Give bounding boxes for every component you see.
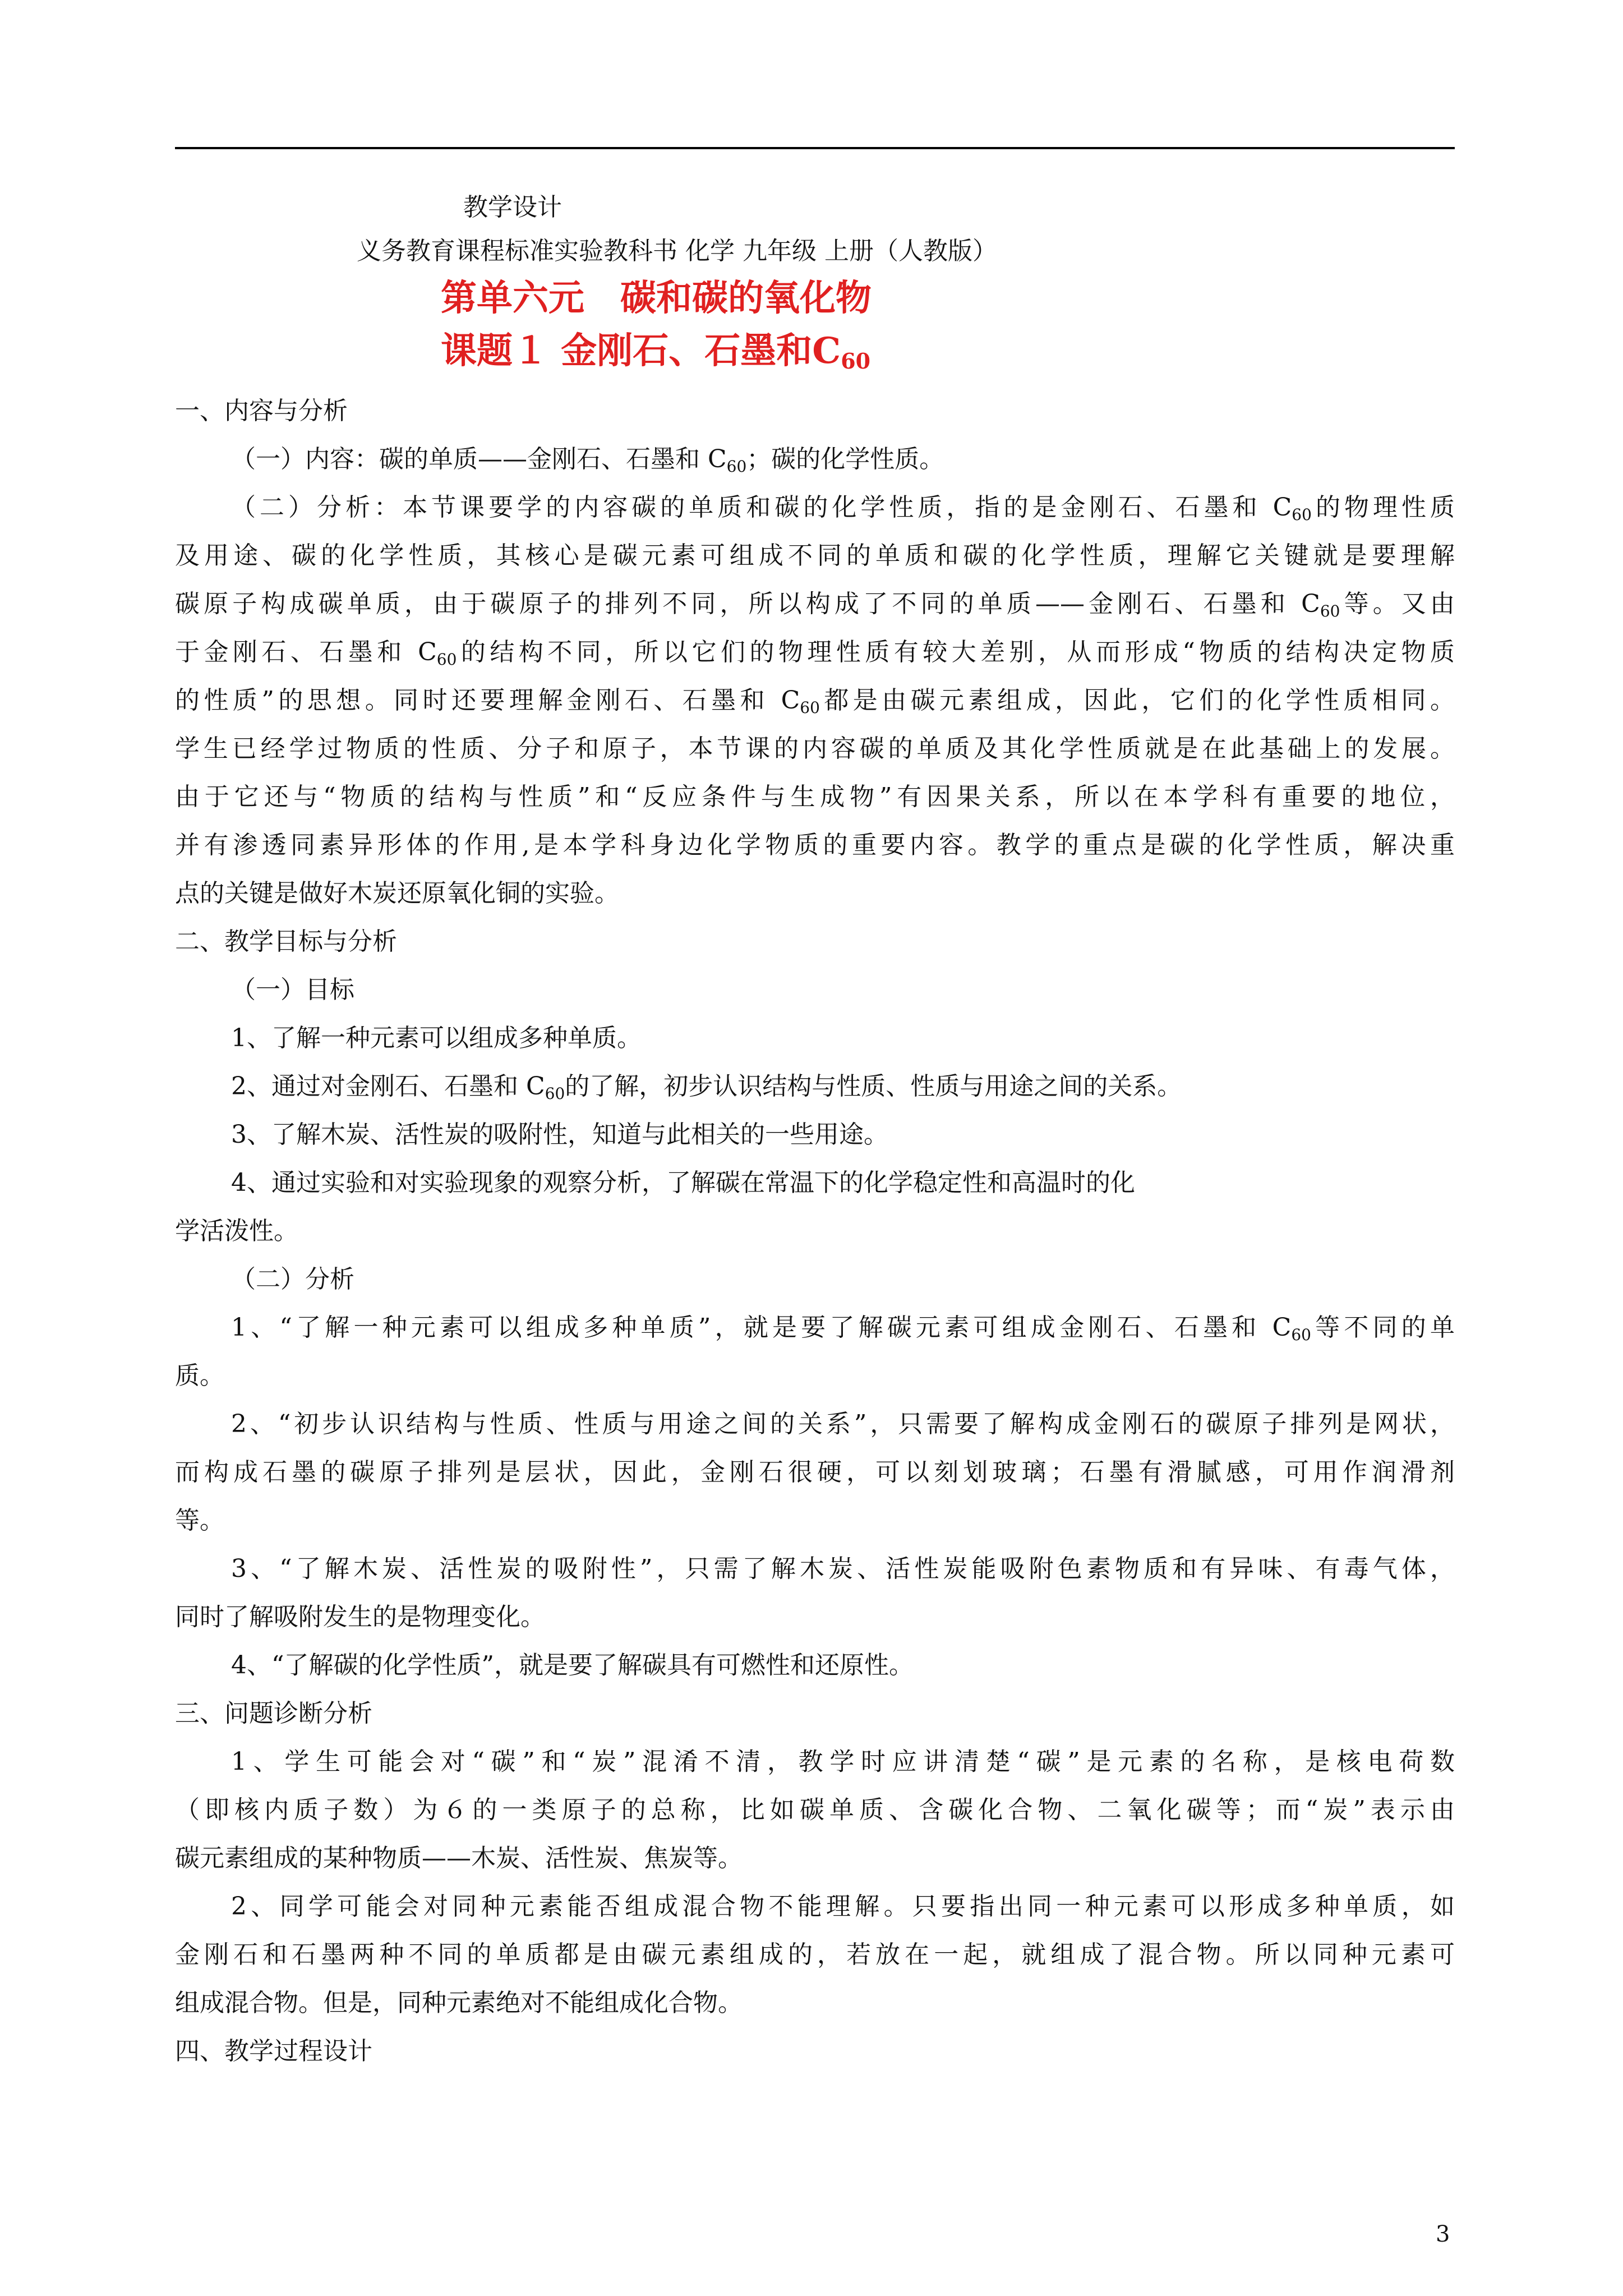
subsection-heading: （一）目标 (231, 976, 354, 1004)
paragraph-line: 的性质”的思想。同时还要理解金刚石、石墨和 $C_{60}$都是由碳元素组成，因此，它们的化学性质相同。 (175, 686, 1455, 717)
subsection-heading: （二）分析 (231, 1265, 354, 1294)
unit-title: 第单六元 碳和碳的氧化物 (441, 277, 872, 319)
paragraph-line: （即核内质子数）为６的一类原子的总称，比如碳单质、含碳化合物、二氧化碳等；而“炭”表示由 (175, 1796, 1455, 1824)
paragraph-line: 并有渗透同素异形体的作用,是本学科身边化学物质的重要内容。教学的重点是碳的化学性质，解决重 (175, 831, 1455, 859)
paragraph-line: 质。 (175, 1361, 224, 1390)
diagnosis-item: 2、同学可能会对同种元素能否组成混合物不能理解。只要指出同一种元素可以形成多种单质，如 (231, 1892, 1455, 1921)
section-heading: 四、教学过程设计 (175, 2037, 372, 2065)
goal-item: 4、通过实验和对实验现象的观察分析，了解碳在常温下的化学稳定性和高温时的化 (231, 1168, 1135, 1197)
analysis-item: 2、“初步认识结构与性质、性质与用途之间的关系”，只需要了解构成金刚石的碳原子排列是网状， (231, 1410, 1455, 1438)
paragraph-line: 由于它还与“物质的结构与性质”和“反应条件与生成物”有因果关系，所以在本学科有重要的地位， (175, 783, 1455, 811)
paragraph-line: 于金刚石、石墨和 $C_{60}$的结构不同，所以它们的物理性质有较大差别，从而形成“物质的结构决定物质 (175, 638, 1455, 669)
paragraph-line: （二）分析：本节课要学的内容碳的单质和碳的化学性质，指的是金刚石、石墨和 $C_{60}$的物理性质 (231, 493, 1455, 524)
paragraph-line: 碳元素组成的某种物质——木炭、活性炭、焦炭等。 (175, 1844, 743, 1872)
document-body (175, 387, 1455, 2076)
section-heading: 三、问题诊断分析 (175, 1699, 372, 1728)
paragraph-line: 而构成石墨的碳原子排列是层状，因此，金刚石很硬，可以刻划玻璃；石墨有滑腻感，可用作润滑剂 (175, 1458, 1455, 1487)
paragraph-line: 组成混合物。但是，同种元素绝对不能组成化合物。 (175, 1989, 743, 2017)
section-heading: 一、内容与分析 (175, 397, 348, 425)
goal-item-continued: 学活泼性。 (175, 1217, 298, 1245)
lesson-title: 课题１ 金刚石、石墨和$C_{60}$ (441, 330, 871, 374)
section-heading: 二、教学目标与分析 (175, 927, 397, 956)
header-rule (175, 147, 1455, 149)
paragraph-line: 及用途、碳的化学性质，其核心是碳元素可组成不同的单质和碳的化学性质，理解它关键就是要理解 (175, 541, 1455, 570)
page-number: 3 (1436, 2221, 1450, 2247)
paragraph-line: 金刚石和石墨两种不同的单质都是由碳元素组成的，若放在一起，就组成了混合物。所以同种元素可 (175, 1940, 1455, 1969)
textbook-label: 义务教育课程标准实验教科书 化学 九年级 上册（人教版） (357, 237, 997, 265)
paragraph-line: 点的关键是做好木炭还原氧化铜的实验。 (175, 879, 619, 908)
paragraph-line: 碳原子构成碳单质，由于碳原子的排列不同，所以构成了不同的单质——金刚石、石墨和 $C_{60}$等。又由 (175, 590, 1455, 620)
analysis-item: 3、“了解木炭、活性炭的吸附性”，只需了解木炭、活性炭能吸附色素物质和有异味、有毒气体， (231, 1554, 1455, 1583)
paragraph-line: 等。 (175, 1506, 224, 1535)
analysis-item: 1、“了解一种元素可以组成多种单质”，就是要了解碳元素可组成金刚石、石墨和 $C_{60}$等不同的单 (231, 1313, 1455, 1344)
goal-item: 2、通过对金刚石、石墨和 $C_{60}$的了解，初步认识结构与性质、性质与用途之间的关系。 (231, 1072, 1182, 1103)
paragraph-line: 学生已经学过物质的性质、分子和原子，本节课的内容碳的单质及其化学性质就是在此基础上的发展。 (175, 734, 1455, 763)
goal-item: 1、了解一种元素可以组成多种单质。 (231, 1024, 642, 1052)
diagnosis-item: 1、学生可能会对“碳”和“炭”混淆不清，教学时应讲清楚“碳”是元素的名称，是核电荷数 (231, 1747, 1455, 1776)
paragraph-line: （一）内容：碳的单质——金刚石、石墨和 $C_{60}$；碳的化学性质。 (231, 445, 944, 476)
paragraph-line: 同时了解吸附发生的是物理变化。 (175, 1603, 545, 1631)
doc-type-label: 教学设计 (463, 193, 562, 222)
analysis-item: 4、“了解碳的化学性质”，就是要了解碳具有可燃性和还原性。 (231, 1651, 914, 1680)
goal-item: 3、了解木炭、活性炭的吸附性，知道与此相关的一些用途。 (231, 1120, 888, 1149)
